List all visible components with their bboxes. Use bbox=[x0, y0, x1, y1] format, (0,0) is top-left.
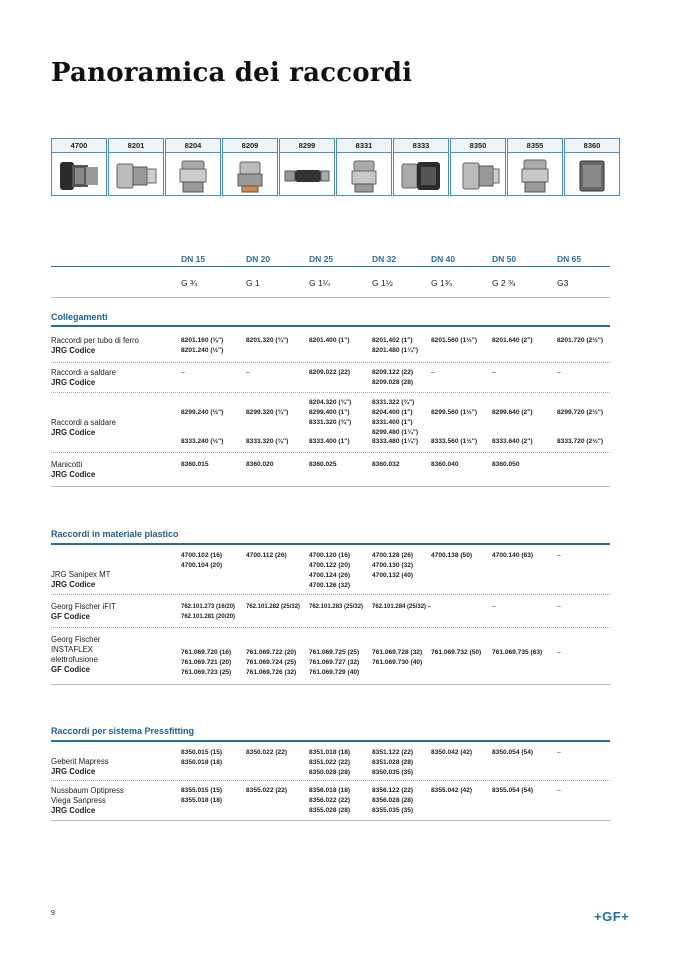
fitting-card bbox=[336, 138, 392, 196]
section-rule bbox=[51, 325, 610, 327]
row-label: JRG Sanipex MT JRG Codice bbox=[51, 570, 111, 589]
fitting-code: 4700 bbox=[52, 139, 106, 153]
table-cell: 8333.240 (½") bbox=[181, 438, 224, 445]
table-cell: – bbox=[246, 369, 250, 376]
table-cell: – bbox=[557, 552, 561, 559]
table-cell: 8201.560 (1½") bbox=[431, 337, 478, 344]
table-cell: 761.069.720 (16) 761.069.721 (20) 761.069.723 (25) bbox=[181, 649, 232, 676]
table-cell: – bbox=[557, 603, 561, 610]
table-cell: 762.101.283 (25/32) bbox=[309, 604, 364, 610]
table-cell: 8356.018 (18) 8356.022 (22) 8355.028 (28) bbox=[309, 787, 351, 814]
table-cell: – bbox=[557, 749, 561, 756]
row-label: Raccordi a saldare JRG Codice bbox=[51, 418, 117, 437]
fitting-8355-icon bbox=[510, 156, 560, 196]
fitting-code: 8209 bbox=[223, 139, 277, 153]
fitting-8299-icon bbox=[282, 156, 332, 196]
table-cell: 8299.640 (2") bbox=[492, 409, 533, 416]
table-cell: 8201.320 (¾") bbox=[246, 337, 289, 344]
page-number: 9 bbox=[51, 910, 55, 917]
row-divider bbox=[51, 780, 610, 781]
dn-header: DN 32 bbox=[372, 254, 397, 264]
g-header: G ¾ bbox=[181, 278, 198, 288]
page-title: Panoramica dei raccordi bbox=[51, 58, 413, 88]
fitting-card bbox=[108, 138, 164, 196]
header-rule bbox=[51, 266, 610, 267]
row-divider bbox=[51, 627, 610, 628]
dn-header: DN 20 bbox=[246, 254, 271, 264]
table-cell: – bbox=[492, 603, 496, 610]
table-cell: 8360.040 bbox=[431, 461, 459, 468]
g-header: G 2 ⅜ bbox=[492, 278, 516, 288]
table-cell: 8350.022 (22) bbox=[246, 749, 288, 756]
fitting-card bbox=[564, 138, 620, 196]
table-cell: 8355.042 (42) bbox=[431, 787, 473, 794]
table-cell: 8299.240 (½") bbox=[181, 409, 224, 416]
table-cell: 8204.320 (¾") 8299.400 (1") 8331.320 (¾") bbox=[309, 399, 352, 426]
row-divider bbox=[51, 392, 610, 393]
section-bottom-rule bbox=[51, 486, 610, 487]
fitting-8204-icon bbox=[168, 156, 218, 196]
row-label: Manicotti JRG Codice bbox=[51, 460, 96, 479]
fitting-8360-icon bbox=[567, 156, 617, 196]
dn-header: DN 50 bbox=[492, 254, 517, 264]
table-cell: – bbox=[557, 649, 561, 656]
table-cell: 8360.025 bbox=[309, 461, 337, 468]
table-cell: 761.069.728 (32) 761.069.730 (40) bbox=[372, 649, 423, 666]
table-cell: 8333.400 (1") bbox=[309, 438, 350, 445]
section-rule bbox=[51, 543, 610, 545]
fittings-strip bbox=[51, 138, 620, 196]
gf-logo: +GF+ bbox=[594, 909, 630, 924]
dn-header: DN 15 bbox=[181, 254, 206, 264]
fitting-card bbox=[51, 138, 107, 196]
table-cell: 8355.015 (15) 8355.018 (18) bbox=[181, 787, 223, 804]
fitting-code: 8204 bbox=[166, 139, 220, 153]
table-cell: – bbox=[557, 369, 561, 376]
table-cell: – bbox=[431, 369, 435, 376]
table-cell: 8351.018 (18) 8351.022 (22) 8350.028 (28) bbox=[309, 749, 351, 776]
fitting-code: 8350 bbox=[451, 139, 505, 153]
fitting-code: 8333 bbox=[394, 139, 448, 153]
g-header: G 1¾ bbox=[431, 278, 452, 288]
table-cell: 8209.022 (22) bbox=[309, 369, 351, 376]
section-bottom-rule bbox=[51, 684, 610, 685]
table-cell: 8201.402 (1") 8201.480 (1¼") bbox=[372, 337, 419, 354]
table-cell: 4700.128 (26) 4700.130 (32) 4700.132 (40) bbox=[372, 552, 414, 579]
table-cell: 761.069.722 (20) 761.069.724 (25) 761.069.726 (32) bbox=[246, 649, 297, 676]
table-cell: 8299.320 (¾") bbox=[246, 409, 289, 416]
row-divider bbox=[51, 452, 610, 453]
table-cell: 762.101.284 (25/32) – bbox=[372, 604, 432, 610]
table-cell: 4700.120 (16) 4700.122 (20) 4700.124 (26) 4700.126 (32) bbox=[309, 552, 351, 589]
table-cell: 762.101.282 (25/32) bbox=[246, 604, 301, 610]
table-cell: 761.069.725 (25) 761.069.727 (32) 761.069.729 (40) bbox=[309, 649, 360, 676]
dn-header: DN 40 bbox=[431, 254, 456, 264]
section-bottom-rule bbox=[51, 820, 610, 821]
table-cell: 762.101.273 (16/20) 762.101.281 (20/20) bbox=[181, 604, 236, 620]
table-cell: 4700.112 (26) bbox=[246, 552, 287, 559]
table-cell: 8355.022 (22) bbox=[246, 787, 288, 794]
table-cell: 4700.140 (63) bbox=[492, 552, 534, 559]
row-label: Raccordi per tubo di ferro JRG Codice bbox=[51, 336, 139, 355]
fitting-8209-icon bbox=[225, 156, 275, 196]
fitting-card bbox=[507, 138, 563, 196]
fitting-code: 8355 bbox=[508, 139, 562, 153]
fitting-code: 8331 bbox=[337, 139, 391, 153]
table-cell: 8350.054 (54) bbox=[492, 749, 534, 756]
fitting-8331-icon bbox=[339, 156, 389, 196]
fitting-card bbox=[450, 138, 506, 196]
fitting-card bbox=[165, 138, 221, 196]
table-cell: 8360.050 bbox=[492, 461, 520, 468]
section-title: Collegamenti bbox=[51, 312, 108, 322]
section-title: Raccordi in materiale plastico bbox=[51, 529, 179, 539]
fitting-8201-icon bbox=[111, 156, 161, 196]
table-cell: 8299.560 (1½") bbox=[431, 409, 478, 416]
g-header-row bbox=[51, 278, 610, 290]
table-cell: 8299.720 (2½") bbox=[557, 409, 604, 416]
table-cell: 8209.122 (22) 8209.028 (28) bbox=[372, 369, 414, 386]
row-label: Georg Fischer iFIT GF Codice bbox=[51, 602, 116, 621]
table-cell: 4700.102 (16) 4700.104 (20) bbox=[181, 552, 223, 569]
table-cell: 8333.560 (1½") bbox=[431, 438, 478, 445]
table-cell: – bbox=[557, 787, 561, 794]
fitting-8333-icon bbox=[396, 156, 446, 196]
table-cell: 8331.322 (¾") 8204.400 (1") 8331.400 (1") 8299.480 (1¼") bbox=[372, 399, 419, 436]
fitting-card bbox=[393, 138, 449, 196]
table-cell: 8201.160 (⅜") 8201.240 (½") bbox=[181, 337, 224, 354]
table-cell: 8333.720 (2½") bbox=[557, 438, 604, 445]
header-bottom-rule bbox=[51, 297, 610, 298]
g-header: G3 bbox=[557, 278, 569, 288]
fitting-card bbox=[279, 138, 335, 196]
table-cell: 8350.015 (15) 8350.018 (18) bbox=[181, 749, 223, 766]
row-label: Raccordi a saldare JRG Codice bbox=[51, 368, 117, 387]
fitting-code: 8360 bbox=[565, 139, 619, 153]
table-cell: 8333.320 (¾") bbox=[246, 438, 289, 445]
table-cell: 8360.020 bbox=[246, 461, 274, 468]
row-label: Nussbaum Optipress Viega Sanpress JRG Codice bbox=[51, 786, 124, 815]
table-cell: – bbox=[492, 369, 496, 376]
g-header: G 1½ bbox=[372, 278, 393, 288]
fitting-code: 8201 bbox=[109, 139, 163, 153]
table-cell: 4700.138 (50) bbox=[431, 552, 473, 559]
table-cell: – bbox=[181, 369, 185, 376]
dn-header-row bbox=[51, 254, 610, 266]
dn-header: DN 25 bbox=[309, 254, 334, 264]
section-rule bbox=[51, 740, 610, 742]
table-cell: 8350.042 (42) bbox=[431, 749, 473, 756]
g-header: G 1¼ bbox=[309, 278, 330, 288]
row-label: Georg Fischer INSTAFLEX elettrofusione GF Codice bbox=[51, 635, 101, 674]
fitting-code: 8299 bbox=[280, 139, 334, 153]
table-cell: 8201.720 (2½") bbox=[557, 337, 604, 344]
table-cell: 8333.640 (2") bbox=[492, 438, 533, 445]
table-cell: 8356.122 (22) 8356.028 (28) 8355.035 (35) bbox=[372, 787, 414, 814]
row-divider bbox=[51, 362, 610, 363]
row-label: Geberit Mapress JRG Codice bbox=[51, 757, 109, 776]
table-cell: 8360.032 bbox=[372, 461, 400, 468]
fitting-4700-icon bbox=[54, 156, 104, 196]
table-cell: 8355.054 (54) bbox=[492, 787, 534, 794]
section-title: Raccordi per sistema Pressfitting bbox=[51, 726, 195, 736]
table-cell: 8201.400 (1") bbox=[309, 337, 350, 344]
table-cell: 8360.015 bbox=[181, 461, 209, 468]
row-divider bbox=[51, 594, 610, 595]
table-cell: 761.069.735 (63) bbox=[492, 649, 543, 656]
table-cell: 8333.480 (1¼") bbox=[372, 438, 419, 445]
fitting-8350-icon bbox=[453, 156, 503, 196]
table-cell: 761.069.732 (50) bbox=[431, 649, 482, 656]
g-header: G 1 bbox=[246, 278, 260, 288]
dn-header: DN 65 bbox=[557, 254, 582, 264]
fitting-card bbox=[222, 138, 278, 196]
table-cell: 8351.122 (22) 8351.028 (28) 8350.035 (35) bbox=[372, 749, 414, 776]
table-cell: 8201.640 (2") bbox=[492, 337, 533, 344]
